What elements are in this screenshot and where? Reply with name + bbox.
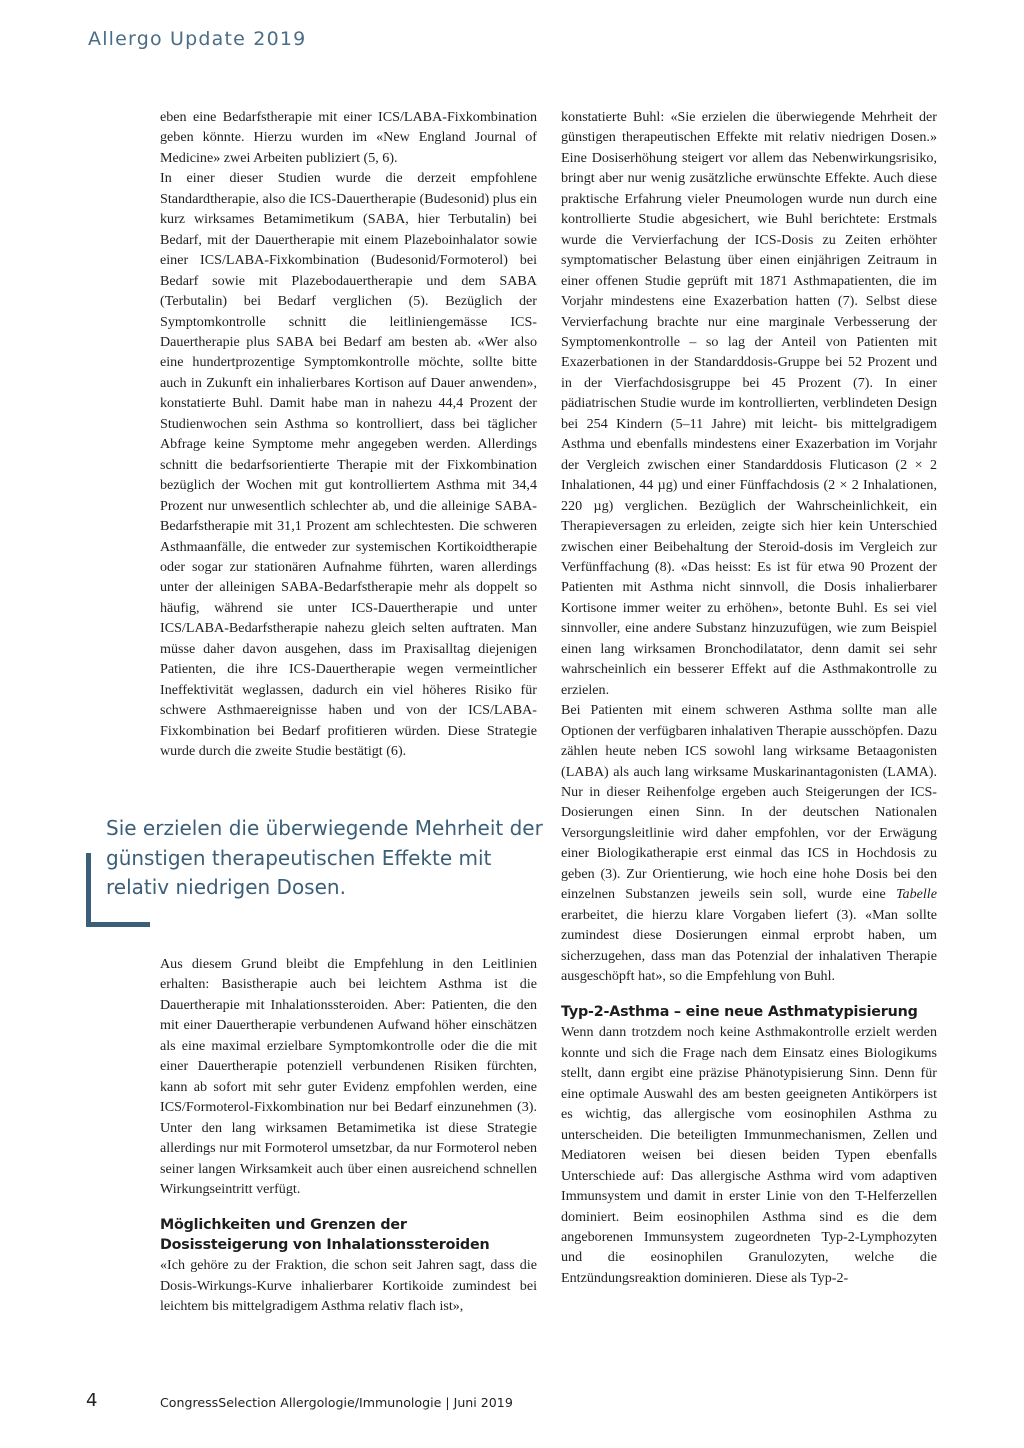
left-column-bottom bbox=[160, 954, 537, 1317]
paragraph: Aus diesem Grund bleibt die Empfehlung in den Leitlinien erhalten: Basistherapie auch bei leichtem Asthma ist die Dauertherapie mit Inhalationssteroiden. Aber: Patienten, die den mit einer Dauertherapie verbundenen Aufwand höher einschätzen als eine maximal erzielbare Symptomkontrolle oder die die mit einer Dauertherapie potenziell verbundenen Risiken fürchten, kann ab sofort mit sehr guter Evidenz empfohlen werden, eine ICS/Formoterol-Fixkombination nur bei Bedarf einzunehmen (3). Unter den lang wirksamen Betamimetika ist diese Strategie allerdings nur mit Formoterol umsetzbar, da nur Formoterol neben seiner langen Wirksamkeit auch über einen ausreichend schnellen Wirkungseintritt verfügt. bbox=[160, 956, 537, 1197]
italic-term: Tabelle bbox=[896, 886, 937, 903]
paragraph: eben eine Bedarfstherapie mit einer ICS/LABA-Fixkombination geben könnte. Hierzu wurden im «New England Journal of Medicine» zwei Arbeiten publiziert (5, 6). bbox=[160, 109, 537, 166]
paragraph: Wenn dann trotzdem noch keine Asthmakontrolle erzielt werden konnte und sich die Frage nach dem Einsatz eines Biologikums stellt, dann ergibt eine präzise Phänotypisierung Sinn. Denn für eine optimale Auswahl des am besten geeigneten Antikörpers ist es wichtig, das allergische vom eosinophilen Asthma zu unterscheiden. Die beteiligten Immunmechanismen, Zellen und Mediatoren weisen bei diesen beiden Typen ebenfalls Unterschiede auf: Das allergische Asthma wird vom adaptiven Immunsystem und damit in erster Linie von den T-Helferzellen dominiert. Beim eosinophilen Asthma sind es die dem angeborenen Immunsystem zugeordneten Typ-2-Lymphozyten und die eosinophilen Granulozyten, welche die Entzündungsreaktion dominieren. Diese als Typ-2- bbox=[561, 1024, 937, 1286]
text-run: Bei Patienten mit einem schweren Asthma sollte man alle Optionen der verfügbaren inhalativen Therapie ausschöpfen. Dazu zählen heute neben ICS sowohl lang wirksame Betaagonisten (LABA) als auch lang wirksame Muskarinantagonisten (LAMA). Nur in dieser Reihenfolge ergeben auch Steigerungen der ICS-Dosierungen einen Sinn. In der deutschen Nationalen Versorgungsleitlinie wird daher empfohlen, vor der Erwägung einer Biologikatherapie erst einmal das ICS in Hochdosis zu geben (3). Zur Orientierung, wie hoch eine hohe Dosis bei den einzelnen Substanzen jeweils sein soll, wurde eine bbox=[561, 702, 937, 903]
section-heading: Typ-2-Asthma – eine neue Asthmatypisierung bbox=[561, 1004, 918, 1021]
pullquote-bracket-vertical bbox=[86, 853, 91, 927]
page-number: 4 bbox=[86, 1390, 98, 1411]
paragraph bbox=[561, 700, 937, 986]
running-header: Allergo Update 2019 bbox=[88, 28, 307, 50]
left-column-top bbox=[160, 107, 537, 762]
paragraph: «Ich gehöre zu der Fraktion, die schon seit Jahren sagt, dass die Dosis-Wirkungs-Kurve inhalierbarer Kortikoide zumindest bei leichtem bis mittelgradigem Asthma relativ flach ist», bbox=[160, 1257, 537, 1315]
paragraph: konstatierte Buhl: «Sie erzielen die überwiegende Mehrheit der günstigen therapeutischen Effekte mit relativ niedrigen Dosen.» Eine Dosiserhöhung steigert vor allem das Nebenwirkungsrisiko, bringt aber nur wenig zusätzliche erwünschte Effekte. Auch diese praktische Erfahrung vieler Pneumologen wurde nun durch eine kontrollierte Studie abgesichert, wie Buhl berichtete: Erstmals wurde die Vervierfachung der ICS-Dosis zu Zeiten erhöhter symptomatischer Belastung über einen einjährigen Zeitraum in einer offenen Studie geprüft mit 1871 Asthmapatienten, die im Vorjahr mindestens eine Exazerbation hatten (7). Selbst diese Vervierfachung brachte nur eine marginale Verbesserung der Symptomenkontrolle – so lag der Anteil von Patienten mit Exazerbationen in der Standarddosis-Gruppe bei 52 Prozent und in der Vierfachdosisgruppe bei 45 Prozent (7). In einer pädiatrischen Studie wurde im kontrollierten, verblindeten Design bei 254 Kindern (5–11 Jahre) mit leicht- bis mittelgradigem Asthma und ebenfalls mindestens einer Exazerbation im Vorjahr der Vergleich zwischen einer Standarddosis Fluticason (2 × 2 Inhalationen, 44 µg) und einer Fünffachdosis (2 × 2 Inhalationen, 220 µg) verglichen. Bezüglich der Wahrscheinlichkeit, ein Therapieversagen zu erleiden, zeigte sich hier kein Unterschied zwischen einer Beibehaltung der Steroid-dosis im Vergleich zur Verfünffachung (8). «Das heisst: Es ist für etwa 90 Prozent der Patienten mit Asthma nicht sinnvoll, die Dosis inhalierbarer Kortisone immer weiter zu erhöhen», betonte Buhl. Es sei viel sinnvoller, eine andere Substanz hinzuzufügen, wie zum Beispiel einen lang wirksamen Bronchodilatator, denn damit sei sehr wahrscheinlich ein besserer Effekt auf die Asthmakontrolle zu erzielen. bbox=[561, 109, 937, 698]
right-column bbox=[561, 107, 937, 1288]
pull-quote: Sie erzielen die überwiegende Mehrheit der günstigen therapeutischen Effekte mit relativ niedrigen Dosen. bbox=[106, 816, 543, 899]
text-run: erarbeitet, die hierzu klare Vorgaben liefert (3). «Man sollte zumindest diese Dosierungen einmal erprobt haben, um sicherzugehen, dass man das Potenzial der inhalativen Therapie ausgeschöpft hat», so die Empfehlung von Buhl. bbox=[561, 906, 937, 985]
pullquote-bracket-horizontal bbox=[86, 922, 150, 927]
footer-text: CongressSelection Allergologie/Immunologie | Juni 2019 bbox=[160, 1395, 513, 1410]
section-heading: Möglichkeiten und Grenzen der Dosissteigerung von Inhalationssteroiden bbox=[160, 1217, 490, 1254]
paragraph: In einer dieser Studien wurde die derzeit empfohlene Standardtherapie, also die ICS-Dauertherapie (Budesonid) plus ein kurz wirksames Betamimetikum (SABA, hier Terbutalin) bei Bedarf, mit der Dauertherapie mit einem Plazeboinhalator sowie einer ICS/LABA-Fixkombination (Budesonid/Formoterol) bei Bedarf sowie mit Plazebodauertherapie und dem SABA (Terbutalin) bei Bedarf verglichen (5). Bezüglich der Symptomkontrolle schnitt die leitliniengemässe ICS-Dauertherapie plus SABA bei Bedarf am besten ab. «Wer also eine hundertprozentige Symptomkontrolle möchte, sollte bitte auch in Zukunft ein inhalierbares Kortison auf Dauer anwenden», konstatierte Buhl. Damit habe man in nahezu 44,4 Prozent der Studienwochen sein Asthma so kontrolliert, dass bei täglicher Abfrage keine Symptome mehr angegeben werden. Allerdings schnitt die bedarfsorientierte Therapie mit der Fixkombination bezüglich der Wochen mit gut kontrolliertem Asthma mit 34,4 Prozent nur unwesentlich schlechter ab, und die alleinige SABA-Bedarfstherapie mit 31,1 Prozent am schlechtesten. Die schweren Asthmaanfälle, die entweder zur systemischen Kortikoidtherapie oder sogar zur stationären Aufnahme führten, waren allerdings unter der alleinigen SABA-Bedarfstherapie mehr als doppelt so häufig, während sie unter ICS-Dauertherapie und unter ICS/LABA-Bedarfstherapie nahezu gleich selten auftraten. Man müsse daher davon ausgehen, dass im Praxisalltag diejenigen Patienten, die ihre ICS-Dauertherapie wegen vermeintlicher Ineffektivität weglassen, dadurch ein viel höheres Risiko für schwere Asthmaereignisse haben und von der ICS/LABA-Fixkombination bei Bedarf profitieren würden. Diese Strategie wurde durch die zweite Studie bestätigt (6). bbox=[160, 170, 537, 760]
